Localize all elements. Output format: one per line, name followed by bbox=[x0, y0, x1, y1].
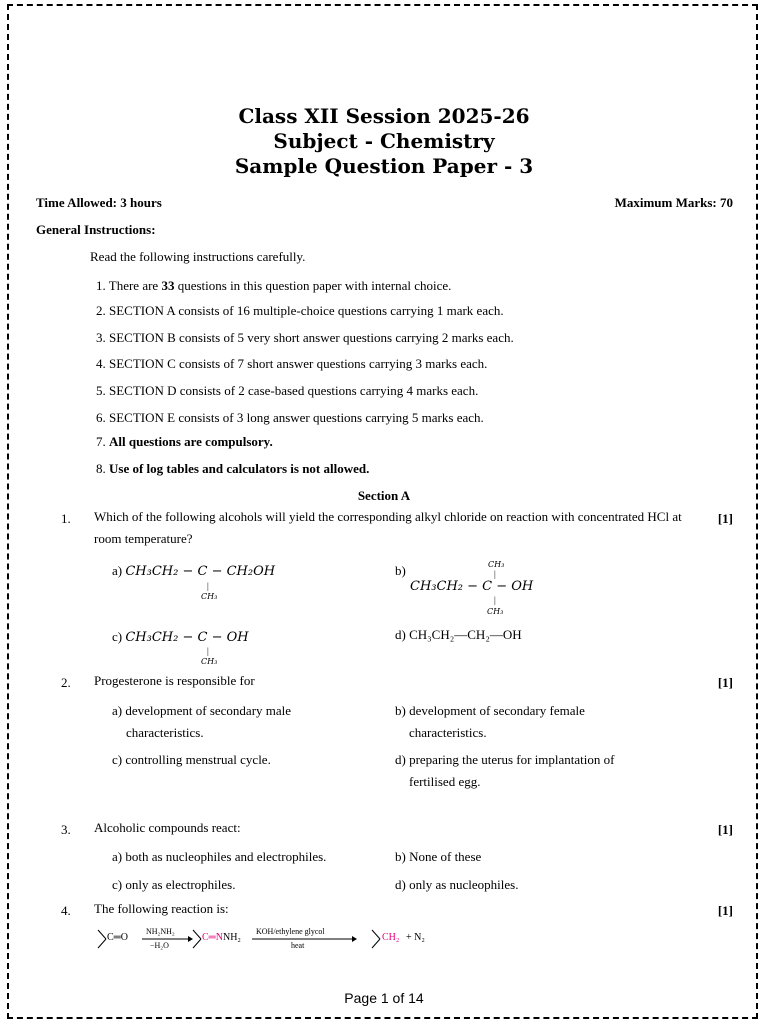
section-heading: Section A bbox=[357, 488, 411, 503]
option-d-continued: fertilised egg. bbox=[409, 774, 481, 789]
instructions-intro: Read the following instructions carefully. bbox=[90, 249, 306, 264]
paper-header bbox=[0, 104, 768, 179]
reagent-koh-glycol: KOH/ethylene glycol bbox=[256, 927, 325, 936]
instruction-item: 1. There are 33 questions in this question paper with internal choice. bbox=[96, 278, 452, 293]
reactant-carbonyl: C═O bbox=[107, 932, 128, 943]
structural-formula: CH₃CH₂ − C − OH bbox=[125, 630, 249, 645]
question-marks: [1] bbox=[717, 511, 733, 526]
instruction-item: 5. SECTION D consists of 2 case-based questions carrying 4 marks each. bbox=[96, 383, 479, 398]
option-b: b) development of secondary female bbox=[395, 703, 585, 718]
bond-line: | bbox=[207, 646, 209, 656]
methyl-group: CH₃ bbox=[201, 657, 218, 666]
option-a: a) both as nucleophiles and electrophiles. bbox=[112, 849, 327, 864]
bond-line: | bbox=[207, 581, 209, 591]
maximum-marks: Maximum Marks: 70 bbox=[614, 195, 733, 210]
class-session-title: Class XII Session 2025-26 bbox=[238, 104, 530, 128]
option-b-label: b) bbox=[395, 563, 406, 578]
question-marks: [1] bbox=[717, 903, 733, 918]
structural-formula: CH₃CH₂ − C − OH bbox=[410, 579, 534, 594]
option-c: c) controlling menstrual cycle. bbox=[112, 752, 271, 767]
methyl-group: CH₃ bbox=[201, 592, 218, 601]
question-number: 2. bbox=[61, 675, 71, 690]
instruction-item: 8. Use of log tables and calculators is not allowed. bbox=[96, 461, 370, 476]
page-number: Page 1 of 14 bbox=[344, 990, 424, 1006]
structural-formula: CH₃CH₂ − C − CH₂OH bbox=[125, 564, 276, 579]
question-text: Which of the following alcohols will yield the corresponding alkyl chloride on reaction with concentrated HCl at room temperature? bbox=[94, 509, 682, 546]
question-marks: [1] bbox=[717, 675, 733, 690]
option-b-continued: characteristics. bbox=[409, 725, 487, 740]
option-b: b) None of these bbox=[395, 849, 482, 864]
instruction-item: 6. SECTION E consists of 3 long answer questions carrying 5 marks each. bbox=[96, 410, 484, 425]
reaction-scheme bbox=[96, 926, 436, 954]
instruction-item: 4. SECTION C consists of 7 short answer questions carrying 3 marks each. bbox=[96, 356, 488, 371]
bond-line: | bbox=[494, 569, 496, 579]
question-text: Alcoholic compounds react: bbox=[94, 820, 241, 835]
product-methylene: CH₂ bbox=[382, 932, 400, 943]
subject-title: Subject - Chemistry bbox=[273, 129, 495, 153]
question-text: Progesterone is responsible for bbox=[94, 673, 255, 688]
option-d: d) CH₃CH₂—CH₂—OH bbox=[395, 627, 522, 642]
reagent-water-loss: −H₂O bbox=[150, 941, 169, 950]
option-c: c) CH₃CH₂ − C − OH bbox=[112, 629, 249, 645]
methyl-group: CH₃ bbox=[488, 560, 505, 569]
hydrazone-intermediate: C═NNH₂ bbox=[202, 932, 241, 943]
methyl-group: CH₃ bbox=[487, 607, 504, 616]
byproduct-nitrogen: + N₂ bbox=[406, 932, 425, 943]
general-instructions-heading: General Instructions: bbox=[36, 222, 156, 237]
question-text: The following reaction is: bbox=[94, 901, 229, 916]
bond-line: | bbox=[494, 595, 496, 605]
question-marks: [1] bbox=[717, 822, 733, 837]
option-a: a) CH₃CH₂ − C − CH₂OH bbox=[112, 563, 276, 579]
instruction-item: 7. All questions are compulsory. bbox=[96, 434, 273, 449]
paper-title: Sample Question Paper - 3 bbox=[234, 154, 534, 178]
question-number: 3. bbox=[61, 822, 71, 837]
time-allowed: Time Allowed: 3 hours bbox=[36, 195, 162, 210]
reagent-hydrazine: NH₂NH₂ bbox=[146, 927, 175, 936]
question-number: 1. bbox=[61, 511, 71, 526]
option-a: a) development of secondary male bbox=[112, 703, 292, 718]
option-d: d) only as nucleophiles. bbox=[395, 877, 519, 892]
option-d: d) preparing the uterus for implantation of bbox=[395, 752, 615, 767]
option-a-continued: characteristics. bbox=[126, 725, 204, 740]
instruction-item: 3. SECTION B consists of 5 very short answer questions carrying 2 marks each. bbox=[96, 330, 514, 345]
option-c: c) only as electrophiles. bbox=[112, 877, 236, 892]
reagent-heat: heat bbox=[291, 941, 305, 950]
question-number: 4. bbox=[61, 903, 71, 918]
instruction-item: 2. SECTION A consists of 16 multiple-choice questions carrying 1 mark each. bbox=[96, 303, 504, 318]
